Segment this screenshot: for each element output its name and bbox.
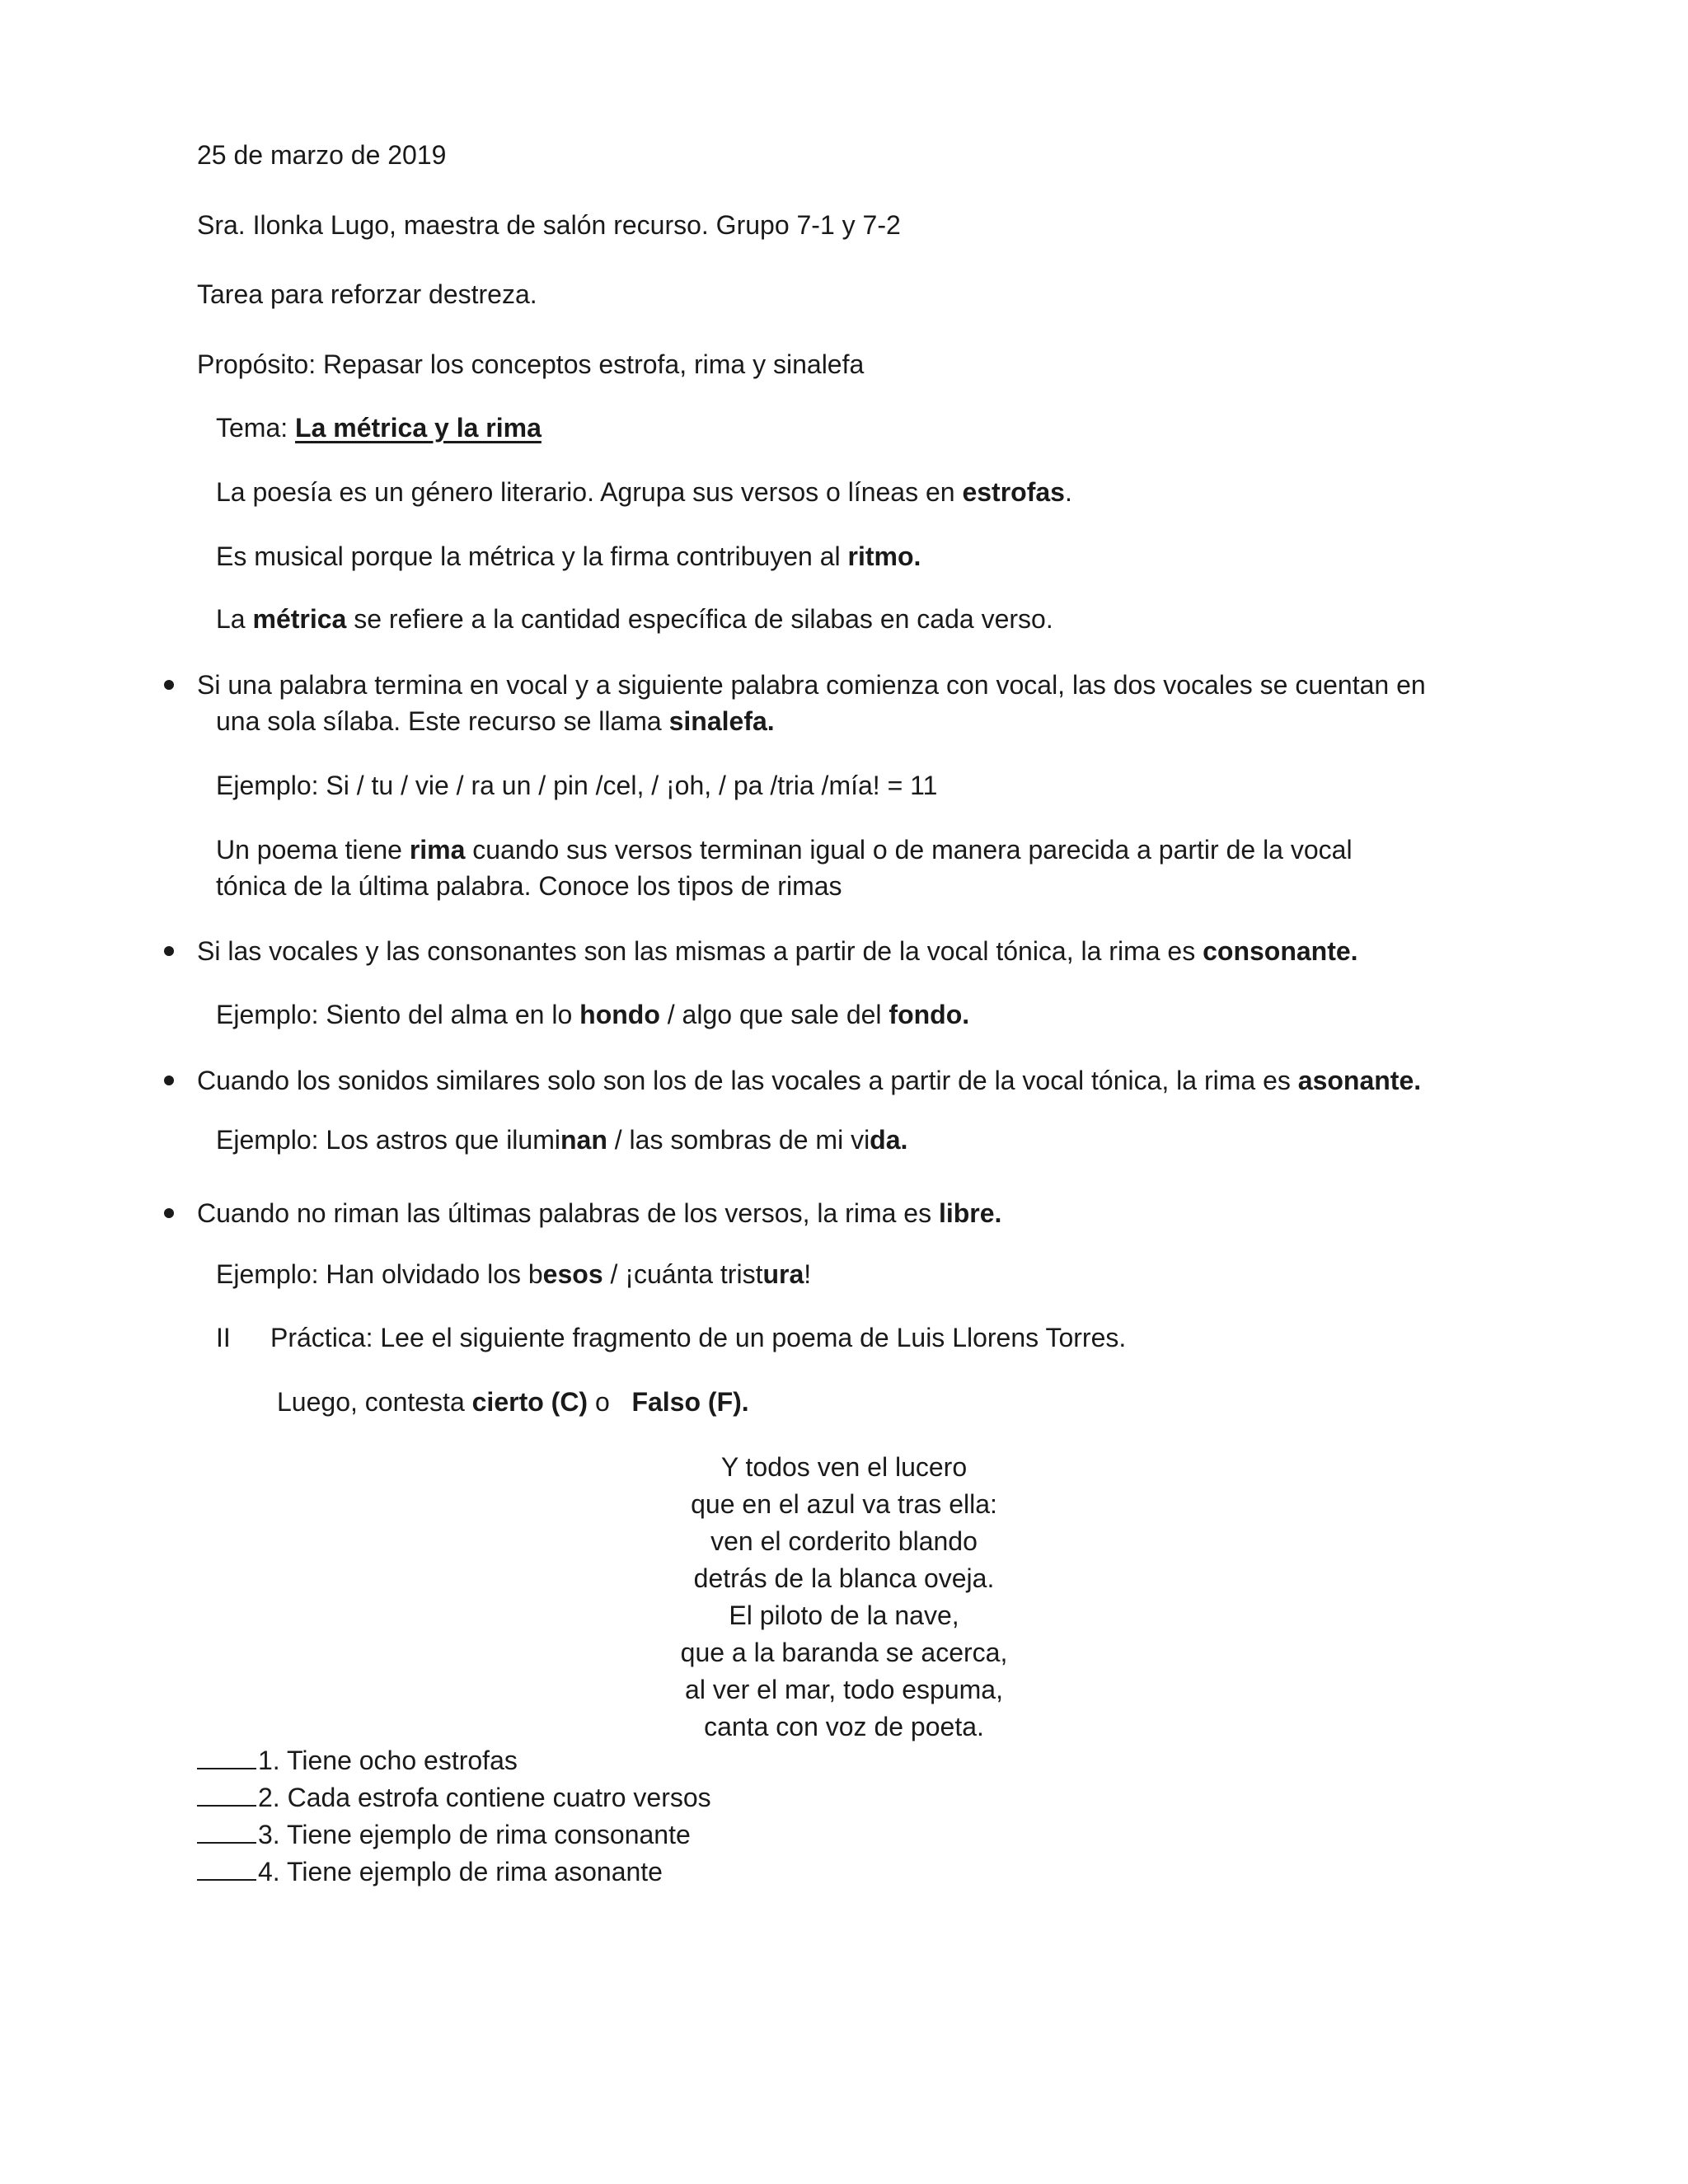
rima-text: cuando sus versos terminan igual o de manera parecida a partir de la vocal — [465, 835, 1353, 865]
libre-definition — [197, 1196, 1001, 1230]
intro-text: . — [1064, 477, 1072, 507]
question-3 — [197, 1817, 691, 1852]
rima-line-1 — [216, 832, 1353, 867]
intro-text: La — [216, 604, 253, 634]
libre-term: libre. — [938, 1198, 1002, 1228]
answer-blank[interactable] — [197, 1780, 256, 1807]
answer-blank[interactable] — [197, 1817, 256, 1844]
practice-instruction: Práctica: Lee el siguiente fragmento de un poema de Luis Llorens Torres. — [270, 1323, 1127, 1352]
example-text: / las sombras de mi vi — [607, 1125, 870, 1155]
example-bold: fondo. — [889, 1000, 970, 1029]
example-bold: da. — [870, 1125, 908, 1155]
rima-text: Un poema tiene — [216, 835, 410, 865]
instruction-text: o — [588, 1387, 632, 1417]
example-bold: ura — [762, 1259, 804, 1289]
purpose-line: Propósito: Repasar los conceptos estrofa, rima y sinalefa — [197, 349, 865, 379]
poem-verse: El piloto de la nave, — [729, 1601, 959, 1630]
example-bold: nan — [560, 1125, 607, 1155]
sinalefa-text: una sola sílaba. Este recurso se llama — [216, 706, 669, 736]
intro-bold: métrica — [252, 604, 347, 634]
instruction-bold: Falso (F). — [631, 1387, 749, 1417]
intro-bold: estrofas — [962, 477, 1065, 507]
task-line: Tarea para reforzar destreza. — [197, 279, 537, 309]
intro-paragraph-1 — [216, 475, 1072, 509]
instruction-bold: cierto (C) — [471, 1387, 588, 1417]
bullet-icon — [164, 1076, 174, 1085]
consonante-definition — [197, 934, 1358, 968]
question-2 — [197, 1780, 711, 1815]
example-bold: hondo — [579, 1000, 660, 1029]
asonante-definition — [197, 1063, 1421, 1098]
consonante-text: Si las vocales y las consonantes son las mismas a partir de la vocal tónica, la rima es — [197, 936, 1203, 966]
bullet-icon — [164, 680, 174, 690]
rima-line-2: tónica de la última palabra. Conoce los tipos de rimas — [216, 871, 842, 901]
poem-verse: que a la baranda se acerca, — [680, 1638, 1008, 1667]
bullet-icon — [164, 1208, 174, 1218]
answer-blank[interactable] — [197, 1743, 256, 1769]
example-text: Ejemplo: Han olvidado los b — [216, 1259, 543, 1289]
topic-prefix: Tema: — [216, 413, 296, 443]
intro-text: se refiere a la cantidad específica de silabas en cada verso. — [346, 604, 1053, 634]
example-bold: esos — [542, 1259, 603, 1289]
question-4 — [197, 1854, 663, 1889]
question-text: 3. Tiene ejemplo de rima consonante — [258, 1820, 691, 1849]
instruction-text: Luego, contesta — [277, 1387, 472, 1417]
sinalefa-line-1: Si una palabra termina en vocal y a siguiente palabra comienza con vocal, las dos vocales se cuentan en — [197, 670, 1426, 700]
practice-numeral: II — [216, 1323, 231, 1352]
example-text: / ¡cuánta trist — [603, 1259, 763, 1289]
sinalefa-term: sinalefa. — [668, 706, 775, 736]
libre-text: Cuando no riman las últimas palabras de los versos, la rima es — [197, 1198, 939, 1228]
question-text: 1. Tiene ocho estrofas — [258, 1746, 518, 1775]
poem-verse: al ver el mar, todo espuma, — [685, 1675, 1003, 1704]
example-text: Ejemplo: Siento del alma en lo — [216, 1000, 580, 1029]
intro-bold: ritmo. — [847, 541, 921, 571]
poem-verse: Y todos ven el lucero — [720, 1452, 968, 1482]
question-1 — [197, 1743, 518, 1778]
asonante-term: asonante. — [1297, 1066, 1422, 1095]
intro-paragraph-2 — [216, 539, 921, 574]
example-text: / algo que sale del — [659, 1000, 889, 1029]
consonante-term: consonante. — [1203, 936, 1358, 966]
asonante-example — [216, 1122, 907, 1157]
intro-text: La poesía es un género literario. Agrupa sus versos o líneas en — [216, 477, 963, 507]
sinalefa-line-2 — [216, 704, 775, 738]
intro-text: Es musical porque la métrica y la firma contribuyen al — [216, 541, 848, 571]
topic-title: La métrica y la rima — [295, 413, 542, 443]
poem-verse: detrás de la blanca oveja. — [693, 1563, 995, 1593]
question-text: 2. Cada estrofa contiene cuatro versos — [258, 1783, 711, 1812]
sinalefa-example: Ejemplo: Si / tu / vie / ra un / pin /cel, / ¡oh, / pa /tria /mía! = 11 — [216, 771, 938, 800]
poem-fragment — [0, 1449, 1688, 1746]
consonante-example — [216, 997, 969, 1032]
poem-verse: ven el corderito blando — [710, 1526, 978, 1556]
topic-line — [216, 410, 542, 445]
poem-verse: canta con voz de poeta. — [704, 1712, 984, 1741]
libre-example — [216, 1257, 811, 1291]
asonante-text: Cuando los sonidos similares solo son los de las vocales a partir de la vocal tónica, la rima es — [197, 1066, 1298, 1095]
answer-blank[interactable] — [197, 1854, 256, 1881]
rima-term: rima — [409, 835, 466, 865]
poem-verse: que en el azul va tras ella: — [691, 1489, 997, 1519]
example-text: Ejemplo: Los astros que ilumi — [216, 1125, 560, 1155]
bullet-icon — [164, 946, 174, 956]
date: 25 de marzo de 2019 — [197, 140, 447, 170]
practice-answer-instruction — [277, 1385, 749, 1419]
example-text: ! — [804, 1259, 812, 1289]
teacher-line: Sra. Ilonka Lugo, maestra de salón recurso. Grupo 7-1 y 7-2 — [197, 210, 901, 240]
question-text: 4. Tiene ejemplo de rima asonante — [258, 1857, 663, 1886]
intro-paragraph-3 — [216, 602, 1053, 636]
